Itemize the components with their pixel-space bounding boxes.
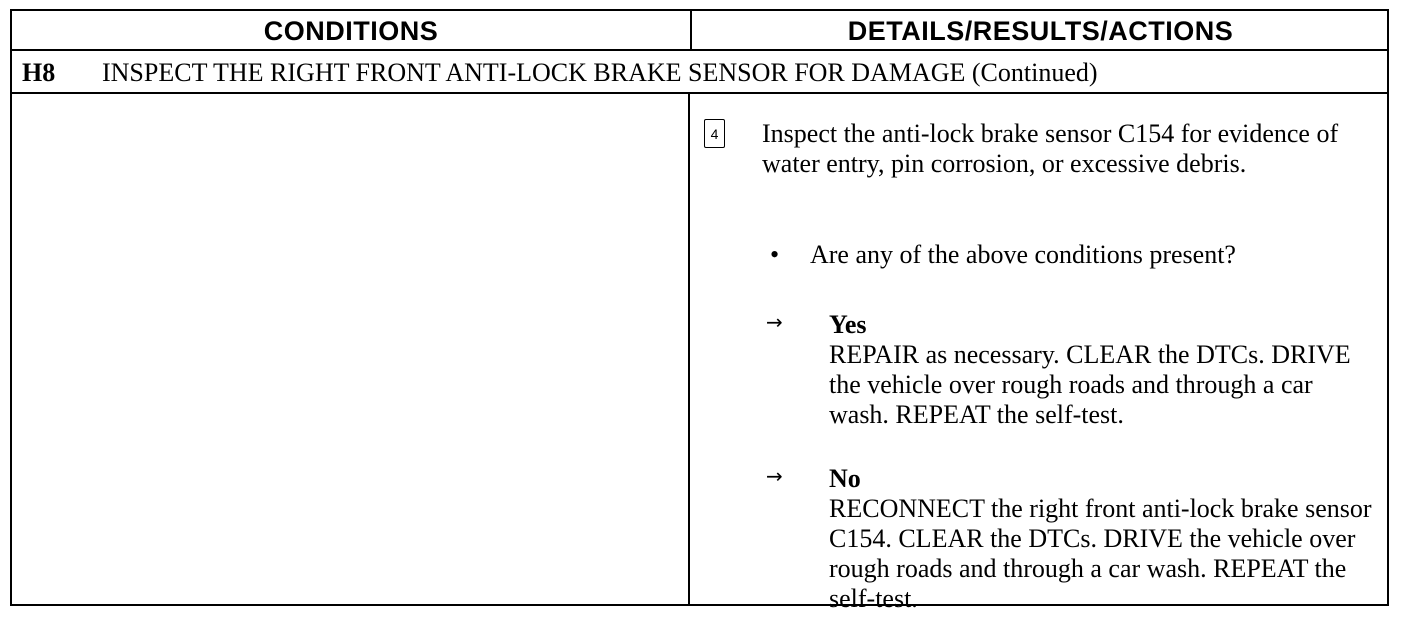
body-column-divider <box>688 94 690 606</box>
details-cell <box>692 94 1389 613</box>
step-row <box>12 51 1387 94</box>
instruction-text: Inspect the anti-lock brake sensor C154 for evidence of water entry, pin corrosion, or excessive debris. <box>762 119 1339 178</box>
yes-action-text: REPAIR as necessary. CLEAR the DTCs. DRIVE the vehicle over rough roads and through a car wash. REPEAT the self-test. <box>829 340 1351 429</box>
no-arrow-icon: → <box>766 464 783 488</box>
step-number-box: 4 <box>704 119 725 148</box>
question-text: Are any of the above conditions present? <box>810 240 1236 269</box>
no-label: No <box>829 464 861 493</box>
no-action-text: RECONNECT the right front anti-lock brake sensor C154. CLEAR the DTCs. DRIVE the vehicle over rough roads and through a car wash. REPEAT the self-test. <box>829 494 1372 613</box>
header-column-divider <box>690 11 692 51</box>
conditions-header: CONDITIONS <box>263 15 439 46</box>
details-header: DETAILS/RESULTS/ACTIONS <box>847 15 1234 46</box>
diagnostic-table <box>10 9 1389 613</box>
yes-label: Yes <box>829 310 867 339</box>
step-title: INSPECT THE RIGHT FRONT ANTI-LOCK BRAKE SENSOR FOR DAMAGE (Continued) <box>102 57 1098 87</box>
step-id: H8 <box>22 57 56 87</box>
yes-arrow-icon: → <box>766 310 783 334</box>
conditions-cell <box>12 94 688 606</box>
bullet-icon: • <box>770 240 780 269</box>
